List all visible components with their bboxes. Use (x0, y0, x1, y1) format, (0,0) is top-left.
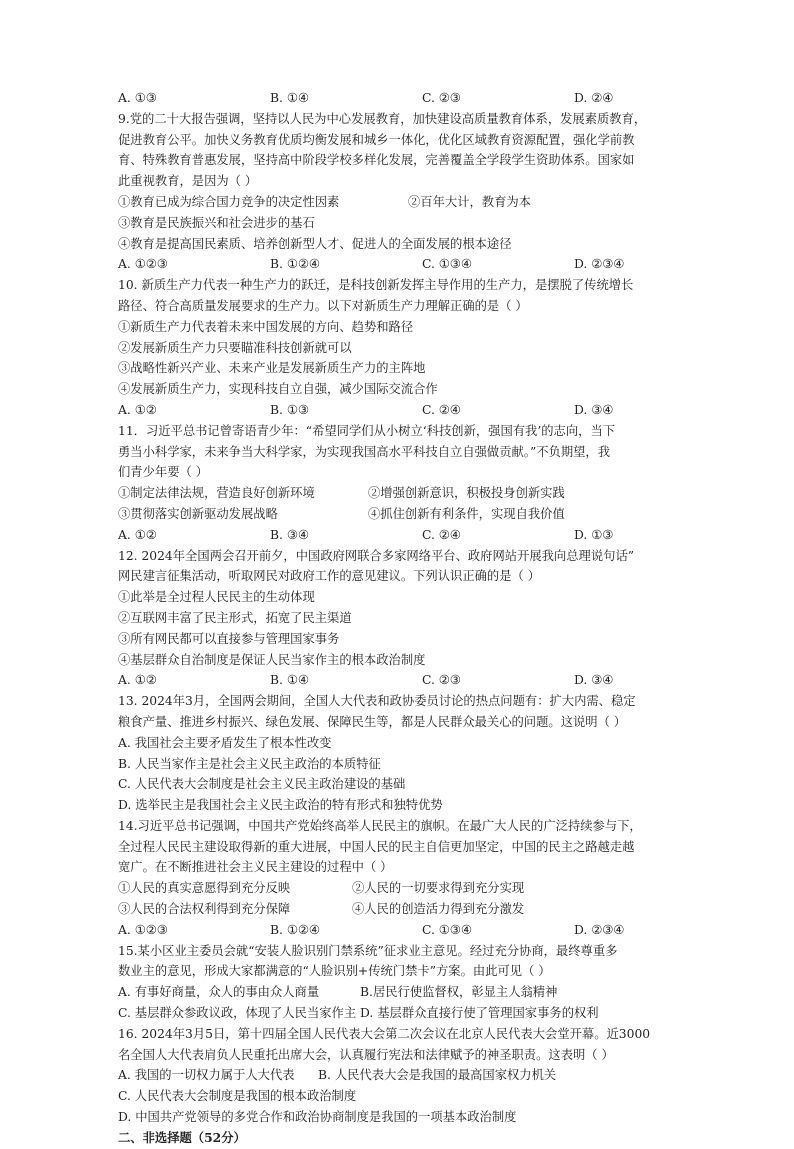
option-d: D. 选举民主是我国社会主义民主政治的特有形式和独特优势 (118, 798, 443, 813)
statement-row (118, 878, 678, 899)
statement-3: ③人民的合法权利得到充分保障 (118, 902, 291, 917)
option-c: C. ②④ (422, 402, 461, 417)
statement-4: ④发展新质生产力，实现科技自立自强，减少国际交流合作 (118, 382, 438, 397)
question-15 (118, 941, 678, 1024)
option-row (118, 982, 678, 1003)
option-d: D. ①③ (574, 527, 614, 542)
statement-row (118, 192, 678, 213)
question-text-line: 15.某小区业主委员会就“安装人脸识别门禁系统”征求业主意见。经过充分协商，最终尊重多 (118, 943, 618, 958)
question-text-line: 路径、符合高质量发展要求的生产力。以下对新质生产力理解正确的是（ ） (118, 298, 528, 313)
question-text-line: 全过程人民民主建设取得新的重大进展，中国人民的民主自信更加坚定，中国的民主之路越走越 (118, 839, 635, 854)
statement-2: ②增强创新意识，积极投身创新实践 (368, 486, 565, 501)
option-a: A. ①② (118, 673, 157, 688)
statement-2: ②互联网丰富了民主形式，拓宽了民主渠道 (118, 610, 352, 625)
statement-1: ①人民的真实意愿得到充分反映 (118, 881, 291, 896)
question-10 (118, 275, 678, 421)
option-c: C. ②③ (422, 673, 461, 688)
option-c: C. 人民代表大会制度是我国的根本政治制度 (118, 1089, 357, 1104)
question-text-line: 育、特殊教育普惠发展，坚持高中阶段学校多样化发展，完善覆盖全学段学生资助体系。国家如 (118, 153, 635, 168)
statement-row (118, 504, 678, 525)
option-a: A. 我国社会主要矛盾发生了根本性改变 (118, 735, 332, 750)
statement-1: ①新质生产力代表着未来中国发展的方向、趋势和路径 (118, 319, 414, 334)
option-c: C. ②③ (422, 91, 461, 105)
statement-4: ④抓住创新有利条件，实现自我价值 (368, 506, 565, 521)
statement-3: ③所有网民都可以直接参与管理国家事务 (118, 631, 340, 646)
question-text-line: 宽广。在不断推进社会主义民主建设的过程中（ ） (118, 860, 393, 875)
option-a: A. ①②③ (118, 922, 168, 937)
option-row (118, 1065, 678, 1086)
option-a: A. ①② (118, 402, 157, 417)
statement-3: ③贯彻落实创新驱动发展战略 (118, 506, 278, 521)
option-d: D. 中国共产党领导的多党合作和政治协商制度是我国的一项基本政治制度 (118, 1110, 517, 1125)
option-d: D. 基层群众直接行使了管理国家事务的权利 (360, 1006, 599, 1021)
question-text-line: 网民建言征集活动，听取网民对政府工作的意见建议。下列认识正确的是（ ） (118, 569, 541, 584)
question-text-line: 粮食产量、推进乡村振兴、绿色发展、保障民生等，都是人民群众最关心的问题。这说明（ ） (118, 714, 627, 729)
option-a: A. ①②③ (118, 257, 168, 272)
statement-row (118, 483, 678, 504)
q8-options (118, 88, 678, 109)
question-text-line: 名全国人大代表肩负人民重托出席大会，认真履行宪法和法律赋予的神圣职责。这表明（ ） (118, 1047, 614, 1062)
option-c: C. ①③④ (422, 257, 472, 272)
question-text-line: 勇当小科学家，未来争当大科学家，为实现我国高水平科技自立自强做贡献。”不负期望，我 (118, 444, 611, 459)
question-text-line: 13. 2024年3月，全国两会期间，全国人大代表和政协委员讨论的热点问题有：扩大内需、稳定 (118, 694, 636, 709)
option-a: A. 我国的一切权力属于人大代表 (118, 1068, 295, 1083)
option-d: D. ②④ (574, 91, 614, 105)
question-9 (118, 109, 678, 275)
question-text-line: 此重视教育，是因为（ ） (118, 174, 258, 189)
section-heading: 二、非选择题（52分） (118, 1129, 246, 1145)
option-b: B. 人民代表大会是我国的最高国家权力机关 (318, 1068, 557, 1083)
question-text-line: 数业主的意见，形成大家都满意的“人脸识别+传统门禁卡”方案。由此可见（ ） (118, 964, 551, 979)
question-text-line: 11．习近平总书记曾寄语青少年：“希望同学们从小树立‘科技创新，强国有我’的志向，当下 (118, 423, 616, 438)
option-a: A. 有事好商量，众人的事由众人商量 (118, 985, 320, 1000)
option-b: B. ①④ (270, 673, 309, 688)
q11-options (118, 525, 678, 546)
option-a: A. ①③ (118, 91, 157, 105)
statement-2: ②发展新质生产力只要瞄准科技创新就可以 (118, 340, 352, 355)
question-text-line: 们青少年要（ ） (118, 465, 208, 480)
option-b: B. ①④ (270, 91, 309, 105)
option-b: B. 人民当家作主是社会主义民主政治的本质特征 (118, 756, 381, 771)
option-c: C. 人民代表大会制度是社会主义民主政治建设的基础 (118, 777, 406, 792)
question-text-line: 10. 新质生产力代表一种生产力的跃迁，是科技创新发挥主导作用的生产力，是摆脱了传统增长 (118, 278, 634, 293)
q9-options (118, 254, 678, 275)
option-c: C. ①③④ (422, 922, 472, 937)
option-row (118, 1003, 678, 1024)
statement-4: ④基层群众自治制度是保证人民当家作主的根本政治制度 (118, 652, 426, 667)
option-b: B. ③④ (270, 527, 309, 542)
q14-options (118, 920, 678, 941)
statement-row (118, 899, 678, 920)
q10-options (118, 400, 678, 421)
option-d: D. ③④ (574, 673, 614, 688)
statement-1: ①教育已成为综合国力竞争的决定性因素 (118, 194, 340, 209)
q12-options (118, 670, 678, 691)
question-text-line: 9.党的二十大报告强调，坚持以人民为中心发展教育，加快建设高质量教育体系，发展素质教育， (118, 111, 647, 126)
statement-2: ②人民的一切要求得到充分实现 (352, 881, 525, 896)
question-12 (118, 546, 678, 692)
question-text-line: 14.习近平总书记强调，中国共产党始终高举人民民主的旗帜。在最广大人民的广泛持续参与下， (118, 818, 642, 833)
statement-2: ②百年大计，教育为本 (408, 194, 531, 209)
question-16 (118, 1024, 678, 1128)
question-11 (118, 421, 678, 546)
statement-4: ④教育是提高国民素质、培养创新型人才、促进人的全面发展的根本途径 (118, 236, 512, 251)
question-14 (118, 816, 678, 941)
option-b: B.居民行使监督权，彰显主人翁精神 (360, 985, 558, 1000)
statement-3: ③教育是民族振兴和社会进步的基石 (118, 215, 315, 230)
exam-page (118, 88, 678, 1149)
option-b: B. ①②④ (270, 922, 320, 937)
option-b: B. ①③ (270, 402, 309, 417)
statement-1: ①制定法律法规，营造良好创新环境 (118, 486, 315, 501)
option-c: C. 基层群众参政议政，体现了人民当家作主 (118, 1006, 357, 1021)
option-a: A. ①② (118, 527, 157, 542)
question-13 (118, 691, 678, 816)
option-b: B. ①②④ (270, 257, 320, 272)
option-d: D. ③④ (574, 402, 614, 417)
option-c: C. ②④ (422, 527, 461, 542)
statement-4: ④人民的创造活力得到充分激发 (352, 902, 525, 917)
option-d: D. ②③④ (574, 922, 625, 937)
question-text-line: 促进教育公平。加快义务教育优质均衡发展和城乡一体化，优化区域教育资源配置，强化学前教 (118, 132, 635, 147)
option-d: D. ②③④ (574, 257, 625, 272)
statement-1: ①此举是全过程人民民主的生动体现 (118, 590, 315, 605)
question-text-line: 12. 2024年全国两会召开前夕，中国政府网联合多家网络平台、政府网站开展我向总理说句话” (118, 548, 635, 563)
statement-3: ③战略性新兴产业、未来产业是发展新质生产力的主阵地 (118, 361, 426, 376)
question-text-line: 16. 2024年3月5日，第十四届全国人民代表大会第二次会议在北京人民代表大会堂开幕。近3000 (118, 1026, 651, 1041)
